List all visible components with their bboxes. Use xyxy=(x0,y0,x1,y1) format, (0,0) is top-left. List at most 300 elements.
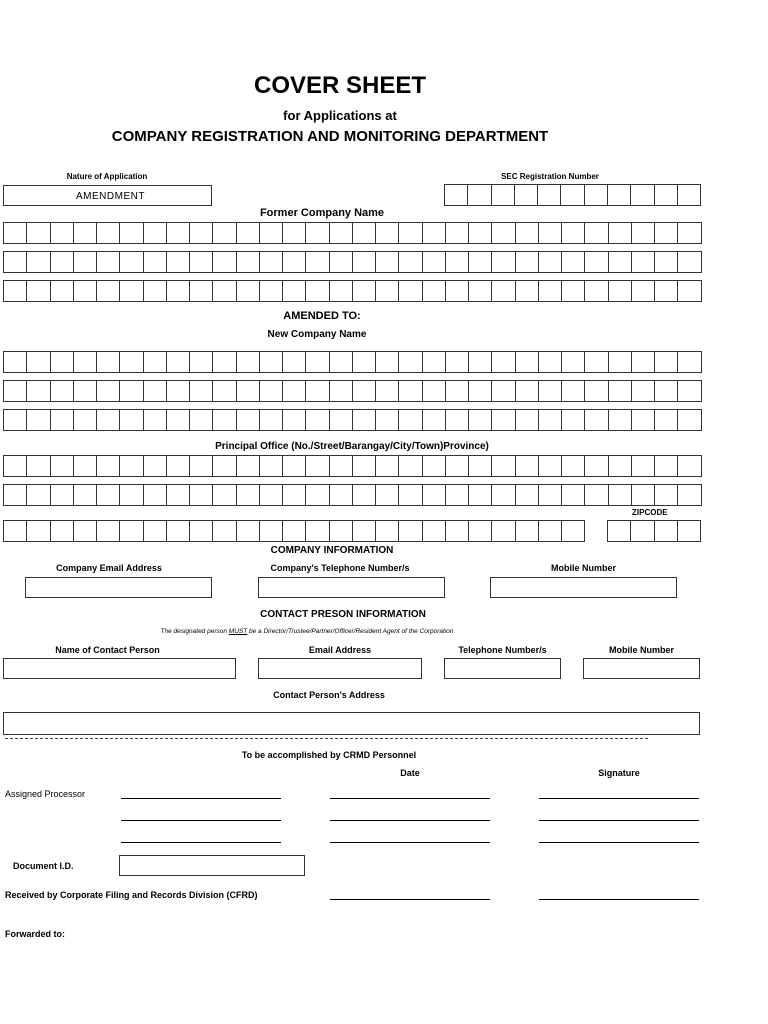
character-box[interactable] xyxy=(492,455,515,477)
character-box[interactable] xyxy=(609,351,632,373)
character-box[interactable] xyxy=(74,222,97,244)
character-box[interactable] xyxy=(260,222,283,244)
character-box[interactable] xyxy=(120,380,143,402)
character-box[interactable] xyxy=(213,409,236,431)
new-company-row-1[interactable] xyxy=(3,351,702,373)
character-box[interactable] xyxy=(562,455,585,477)
character-box[interactable] xyxy=(260,351,283,373)
character-box[interactable] xyxy=(330,251,353,273)
character-box[interactable] xyxy=(423,455,446,477)
character-box[interactable] xyxy=(74,351,97,373)
character-box[interactable] xyxy=(97,409,120,431)
character-box[interactable] xyxy=(260,455,283,477)
character-box[interactable] xyxy=(97,380,120,402)
character-box[interactable] xyxy=(585,280,608,302)
character-box[interactable] xyxy=(562,380,585,402)
character-box[interactable] xyxy=(423,380,446,402)
character-box[interactable] xyxy=(353,484,376,506)
character-box[interactable] xyxy=(655,409,678,431)
character-box[interactable] xyxy=(423,351,446,373)
character-box[interactable] xyxy=(632,455,655,477)
contact-name-input[interactable] xyxy=(3,658,236,679)
character-box[interactable] xyxy=(632,251,655,273)
character-box[interactable] xyxy=(376,455,399,477)
character-box[interactable] xyxy=(353,280,376,302)
character-box[interactable] xyxy=(609,455,632,477)
character-box[interactable] xyxy=(237,484,260,506)
character-box[interactable] xyxy=(445,184,468,206)
character-box[interactable] xyxy=(283,520,306,542)
character-box[interactable] xyxy=(561,184,584,206)
character-box[interactable] xyxy=(167,280,190,302)
character-box[interactable] xyxy=(283,484,306,506)
character-box[interactable] xyxy=(167,520,190,542)
character-box[interactable] xyxy=(97,280,120,302)
character-box[interactable] xyxy=(469,484,492,506)
character-box[interactable] xyxy=(330,351,353,373)
processor-name-line-3[interactable] xyxy=(121,842,281,843)
character-box[interactable] xyxy=(260,280,283,302)
former-company-row-1[interactable] xyxy=(3,222,702,244)
character-box[interactable] xyxy=(74,455,97,477)
character-box[interactable] xyxy=(190,251,213,273)
character-box[interactable] xyxy=(260,409,283,431)
character-box[interactable] xyxy=(585,184,608,206)
received-date-line[interactable] xyxy=(330,899,490,900)
character-box[interactable] xyxy=(516,455,539,477)
character-box[interactable] xyxy=(469,222,492,244)
character-box[interactable] xyxy=(539,409,562,431)
character-box[interactable] xyxy=(446,280,469,302)
processor-name-line-1[interactable] xyxy=(121,798,281,799)
character-box[interactable] xyxy=(469,251,492,273)
character-box[interactable] xyxy=(469,409,492,431)
character-box[interactable] xyxy=(399,351,422,373)
character-box[interactable] xyxy=(330,280,353,302)
character-box[interactable] xyxy=(283,455,306,477)
character-box[interactable] xyxy=(353,520,376,542)
character-box[interactable] xyxy=(678,380,701,402)
character-box[interactable] xyxy=(539,280,562,302)
character-box[interactable] xyxy=(585,380,608,402)
character-box[interactable] xyxy=(516,280,539,302)
character-box[interactable] xyxy=(167,380,190,402)
character-box[interactable] xyxy=(516,222,539,244)
character-box[interactable] xyxy=(167,251,190,273)
character-box[interactable] xyxy=(306,251,329,273)
character-box[interactable] xyxy=(539,455,562,477)
character-box[interactable] xyxy=(51,520,74,542)
company-email-input[interactable] xyxy=(25,577,212,598)
character-box[interactable] xyxy=(213,251,236,273)
character-box[interactable] xyxy=(4,351,27,373)
character-box[interactable] xyxy=(4,222,27,244)
character-box[interactable] xyxy=(190,520,213,542)
character-box[interactable] xyxy=(539,351,562,373)
new-company-row-3[interactable] xyxy=(3,409,702,431)
character-box[interactable] xyxy=(562,351,585,373)
character-box[interactable] xyxy=(539,222,562,244)
character-box[interactable] xyxy=(376,409,399,431)
character-box[interactable] xyxy=(213,222,236,244)
character-box[interactable] xyxy=(144,251,167,273)
character-box[interactable] xyxy=(492,520,515,542)
character-box[interactable] xyxy=(585,251,608,273)
character-box[interactable] xyxy=(237,222,260,244)
character-box[interactable] xyxy=(190,280,213,302)
character-box[interactable] xyxy=(306,409,329,431)
character-box[interactable] xyxy=(353,409,376,431)
character-box[interactable] xyxy=(631,184,654,206)
processor-name-line-2[interactable] xyxy=(121,820,281,821)
character-box[interactable] xyxy=(446,251,469,273)
character-box[interactable] xyxy=(97,222,120,244)
character-box[interactable] xyxy=(306,520,329,542)
character-box[interactable] xyxy=(27,520,50,542)
character-box[interactable] xyxy=(376,280,399,302)
character-box[interactable] xyxy=(213,380,236,402)
document-id-input[interactable] xyxy=(119,855,305,876)
character-box[interactable] xyxy=(120,222,143,244)
character-box[interactable] xyxy=(632,222,655,244)
character-box[interactable] xyxy=(144,280,167,302)
character-box[interactable] xyxy=(655,351,678,373)
character-box[interactable] xyxy=(306,484,329,506)
character-box[interactable] xyxy=(51,484,74,506)
character-box[interactable] xyxy=(492,351,515,373)
character-box[interactable] xyxy=(120,280,143,302)
character-box[interactable] xyxy=(516,351,539,373)
character-box[interactable] xyxy=(283,351,306,373)
character-box[interactable] xyxy=(213,351,236,373)
character-box[interactable] xyxy=(585,484,608,506)
character-box[interactable] xyxy=(423,222,446,244)
character-box[interactable] xyxy=(585,455,608,477)
character-box[interactable] xyxy=(678,184,701,206)
character-box[interactable] xyxy=(51,280,74,302)
character-box[interactable] xyxy=(446,222,469,244)
character-box[interactable] xyxy=(399,409,422,431)
character-box[interactable] xyxy=(469,520,492,542)
contact-telephone-input[interactable] xyxy=(444,658,561,679)
character-box[interactable] xyxy=(4,484,27,506)
character-box[interactable] xyxy=(655,251,678,273)
contact-mobile-input[interactable] xyxy=(583,658,700,679)
character-box[interactable] xyxy=(446,484,469,506)
character-box[interactable] xyxy=(74,251,97,273)
character-box[interactable] xyxy=(376,222,399,244)
character-box[interactable] xyxy=(167,484,190,506)
character-box[interactable] xyxy=(51,380,74,402)
processor-date-line-2[interactable] xyxy=(330,820,490,821)
character-box[interactable] xyxy=(97,520,120,542)
character-box[interactable] xyxy=(260,520,283,542)
character-box[interactable] xyxy=(97,251,120,273)
character-box[interactable] xyxy=(260,251,283,273)
character-box[interactable] xyxy=(306,380,329,402)
character-box[interactable] xyxy=(539,520,562,542)
character-box[interactable] xyxy=(655,380,678,402)
character-box[interactable] xyxy=(399,251,422,273)
character-box[interactable] xyxy=(167,455,190,477)
character-box[interactable] xyxy=(237,409,260,431)
character-box[interactable] xyxy=(144,222,167,244)
received-signature-line[interactable] xyxy=(539,899,699,900)
character-box[interactable] xyxy=(74,484,97,506)
character-box[interactable] xyxy=(609,251,632,273)
processor-signature-line-2[interactable] xyxy=(539,820,699,821)
character-box[interactable] xyxy=(4,455,27,477)
character-box[interactable] xyxy=(144,520,167,542)
character-box[interactable] xyxy=(260,484,283,506)
character-box[interactable] xyxy=(585,409,608,431)
character-box[interactable] xyxy=(27,222,50,244)
character-box[interactable] xyxy=(74,280,97,302)
character-box[interactable] xyxy=(120,409,143,431)
character-box[interactable] xyxy=(585,351,608,373)
new-company-row-2[interactable] xyxy=(3,380,702,402)
character-box[interactable] xyxy=(120,351,143,373)
character-box[interactable] xyxy=(678,351,701,373)
character-box[interactable] xyxy=(4,409,27,431)
character-box[interactable] xyxy=(446,455,469,477)
character-box[interactable] xyxy=(306,455,329,477)
character-box[interactable] xyxy=(585,222,608,244)
character-box[interactable] xyxy=(423,409,446,431)
character-box[interactable] xyxy=(399,222,422,244)
character-box[interactable] xyxy=(655,484,678,506)
character-box[interactable] xyxy=(678,251,701,273)
character-box[interactable] xyxy=(609,280,632,302)
character-box[interactable] xyxy=(423,251,446,273)
character-box[interactable] xyxy=(469,380,492,402)
character-box[interactable] xyxy=(562,251,585,273)
former-company-row-3[interactable] xyxy=(3,280,702,302)
character-box[interactable] xyxy=(27,409,50,431)
character-box[interactable] xyxy=(283,280,306,302)
character-box[interactable] xyxy=(469,351,492,373)
character-box[interactable] xyxy=(353,351,376,373)
character-box[interactable] xyxy=(27,251,50,273)
character-box[interactable] xyxy=(330,520,353,542)
character-box[interactable] xyxy=(516,409,539,431)
character-box[interactable] xyxy=(74,520,97,542)
character-box[interactable] xyxy=(562,409,585,431)
character-box[interactable] xyxy=(399,280,422,302)
character-box[interactable] xyxy=(446,520,469,542)
character-box[interactable] xyxy=(678,455,701,477)
character-box[interactable] xyxy=(655,520,678,542)
character-box[interactable] xyxy=(492,484,515,506)
character-box[interactable] xyxy=(283,409,306,431)
character-box[interactable] xyxy=(306,280,329,302)
character-box[interactable] xyxy=(399,380,422,402)
character-box[interactable] xyxy=(469,280,492,302)
character-box[interactable] xyxy=(237,351,260,373)
character-box[interactable] xyxy=(51,251,74,273)
sec-registration-grid[interactable] xyxy=(444,184,701,206)
character-box[interactable] xyxy=(190,222,213,244)
character-box[interactable] xyxy=(678,484,701,506)
character-box[interactable] xyxy=(74,380,97,402)
character-box[interactable] xyxy=(144,380,167,402)
contact-email-input[interactable] xyxy=(258,658,422,679)
character-box[interactable] xyxy=(446,351,469,373)
character-box[interactable] xyxy=(167,222,190,244)
character-box[interactable] xyxy=(353,222,376,244)
character-box[interactable] xyxy=(144,455,167,477)
character-box[interactable] xyxy=(492,380,515,402)
company-mobile-input[interactable] xyxy=(490,577,677,598)
character-box[interactable] xyxy=(376,380,399,402)
character-box[interactable] xyxy=(632,280,655,302)
character-box[interactable] xyxy=(515,184,538,206)
nature-of-application-field[interactable] xyxy=(3,185,212,206)
character-box[interactable] xyxy=(492,222,515,244)
character-box[interactable] xyxy=(516,251,539,273)
processor-date-line-3[interactable] xyxy=(330,842,490,843)
character-box[interactable] xyxy=(562,222,585,244)
character-box[interactable] xyxy=(376,520,399,542)
character-box[interactable] xyxy=(539,380,562,402)
character-box[interactable] xyxy=(608,520,631,542)
character-box[interactable] xyxy=(376,351,399,373)
character-box[interactable] xyxy=(678,520,701,542)
character-box[interactable] xyxy=(353,380,376,402)
character-box[interactable] xyxy=(399,484,422,506)
character-box[interactable] xyxy=(51,351,74,373)
character-box[interactable] xyxy=(678,409,701,431)
character-box[interactable] xyxy=(51,222,74,244)
character-box[interactable] xyxy=(609,484,632,506)
character-box[interactable] xyxy=(562,280,585,302)
character-box[interactable] xyxy=(4,280,27,302)
character-box[interactable] xyxy=(237,251,260,273)
character-box[interactable] xyxy=(237,280,260,302)
character-box[interactable] xyxy=(167,351,190,373)
character-box[interactable] xyxy=(399,455,422,477)
character-box[interactable] xyxy=(4,380,27,402)
character-box[interactable] xyxy=(353,455,376,477)
character-box[interactable] xyxy=(27,351,50,373)
character-box[interactable] xyxy=(283,222,306,244)
character-box[interactable] xyxy=(516,484,539,506)
character-box[interactable] xyxy=(190,484,213,506)
character-box[interactable] xyxy=(376,251,399,273)
character-box[interactable] xyxy=(678,280,701,302)
character-box[interactable] xyxy=(97,455,120,477)
character-box[interactable] xyxy=(213,455,236,477)
character-box[interactable] xyxy=(213,520,236,542)
character-box[interactable] xyxy=(562,484,585,506)
character-box[interactable] xyxy=(330,484,353,506)
character-box[interactable] xyxy=(190,380,213,402)
character-box[interactable] xyxy=(516,520,539,542)
character-box[interactable] xyxy=(4,520,27,542)
character-box[interactable] xyxy=(469,455,492,477)
character-box[interactable] xyxy=(608,184,631,206)
character-box[interactable] xyxy=(237,380,260,402)
character-box[interactable] xyxy=(423,484,446,506)
character-box[interactable] xyxy=(423,280,446,302)
character-box[interactable] xyxy=(213,280,236,302)
character-box[interactable] xyxy=(306,222,329,244)
character-box[interactable] xyxy=(283,380,306,402)
character-box[interactable] xyxy=(97,351,120,373)
contact-address-input[interactable] xyxy=(3,712,700,735)
character-box[interactable] xyxy=(27,455,50,477)
character-box[interactable] xyxy=(330,409,353,431)
former-company-row-2[interactable] xyxy=(3,251,702,273)
character-box[interactable] xyxy=(237,520,260,542)
character-box[interactable] xyxy=(51,409,74,431)
character-box[interactable] xyxy=(237,455,260,477)
character-box[interactable] xyxy=(492,184,515,206)
character-box[interactable] xyxy=(27,280,50,302)
character-box[interactable] xyxy=(353,251,376,273)
character-box[interactable] xyxy=(609,409,632,431)
character-box[interactable] xyxy=(631,520,654,542)
character-box[interactable] xyxy=(655,184,678,206)
character-box[interactable] xyxy=(609,222,632,244)
character-box[interactable] xyxy=(97,484,120,506)
character-box[interactable] xyxy=(144,409,167,431)
character-box[interactable] xyxy=(144,351,167,373)
character-box[interactable] xyxy=(492,280,515,302)
character-box[interactable] xyxy=(632,409,655,431)
character-box[interactable] xyxy=(167,409,190,431)
character-box[interactable] xyxy=(632,380,655,402)
character-box[interactable] xyxy=(120,455,143,477)
character-box[interactable] xyxy=(27,380,50,402)
character-box[interactable] xyxy=(539,484,562,506)
character-box[interactable] xyxy=(283,251,306,273)
character-box[interactable] xyxy=(213,484,236,506)
character-box[interactable] xyxy=(4,251,27,273)
character-box[interactable] xyxy=(330,455,353,477)
zipcode-grid[interactable] xyxy=(607,520,701,542)
character-box[interactable] xyxy=(330,380,353,402)
character-box[interactable] xyxy=(144,484,167,506)
character-box[interactable] xyxy=(330,222,353,244)
principal-office-row-2[interactable] xyxy=(3,484,702,506)
character-box[interactable] xyxy=(632,351,655,373)
character-box[interactable] xyxy=(655,280,678,302)
character-box[interactable] xyxy=(655,222,678,244)
principal-office-row-1[interactable] xyxy=(3,455,702,477)
character-box[interactable] xyxy=(51,455,74,477)
character-box[interactable] xyxy=(446,409,469,431)
processor-date-line-1[interactable] xyxy=(330,798,490,799)
character-box[interactable] xyxy=(468,184,491,206)
character-box[interactable] xyxy=(492,409,515,431)
character-box[interactable] xyxy=(538,184,561,206)
character-box[interactable] xyxy=(399,520,422,542)
character-box[interactable] xyxy=(446,380,469,402)
character-box[interactable] xyxy=(306,351,329,373)
character-box[interactable] xyxy=(190,455,213,477)
character-box[interactable] xyxy=(609,380,632,402)
character-box[interactable] xyxy=(120,484,143,506)
processor-signature-line-3[interactable] xyxy=(539,842,699,843)
character-box[interactable] xyxy=(27,484,50,506)
character-box[interactable] xyxy=(190,409,213,431)
character-box[interactable] xyxy=(260,380,283,402)
character-box[interactable] xyxy=(376,484,399,506)
character-box[interactable] xyxy=(678,222,701,244)
character-box[interactable] xyxy=(539,251,562,273)
processor-signature-line-1[interactable] xyxy=(539,798,699,799)
